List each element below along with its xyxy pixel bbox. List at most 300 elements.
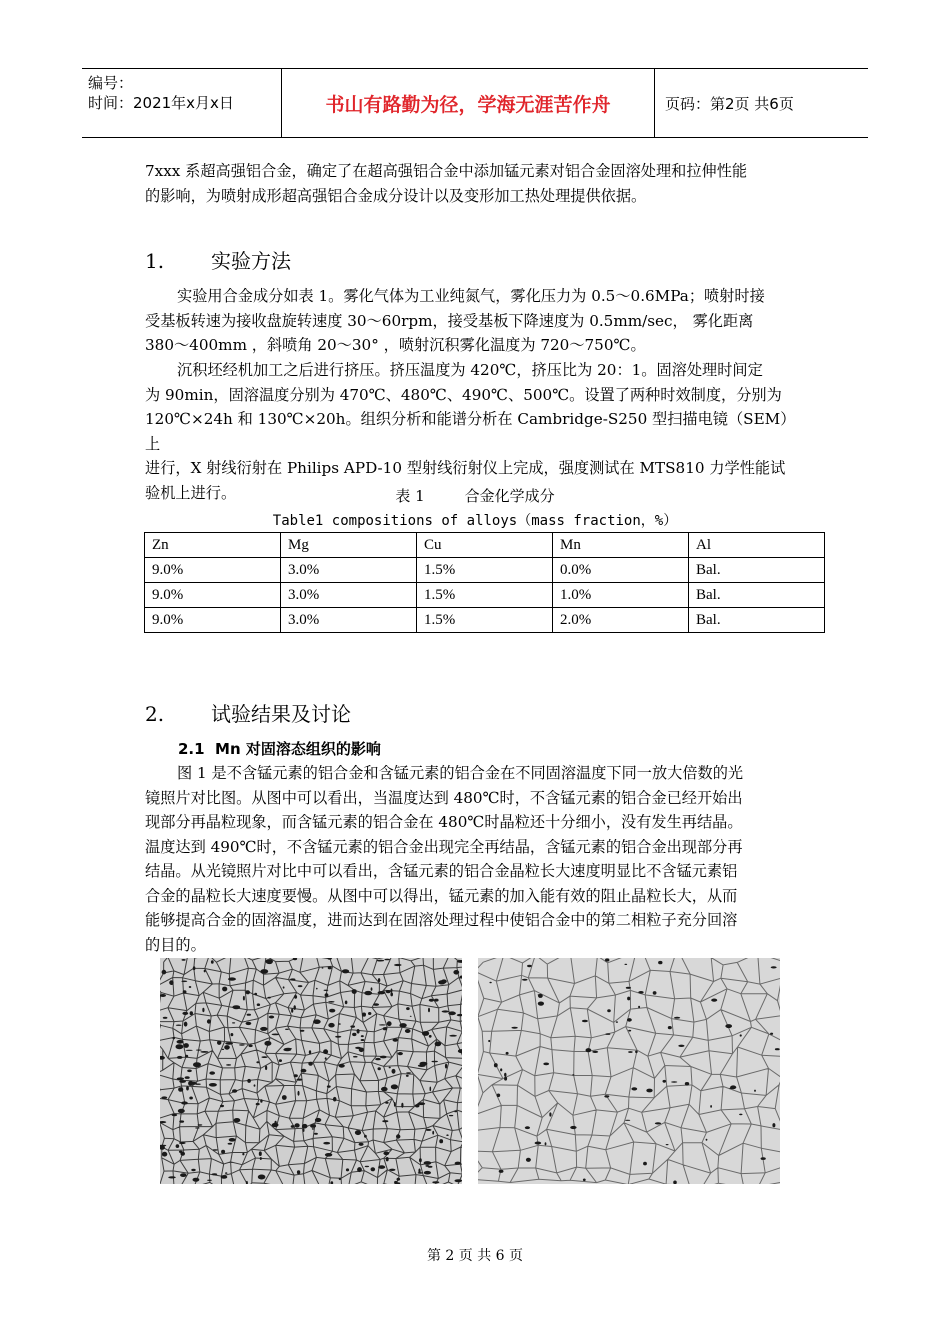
table-cell: 3.0% [281, 608, 417, 633]
section-number: 1. [145, 249, 165, 273]
dark-particle [309, 1050, 311, 1054]
dark-particle [772, 1123, 775, 1127]
dark-particle [185, 1076, 190, 1079]
text-line: 现部分再晶粒现象，而含锰元素的铝合金在 480℃时晶粒还十分细小，没有发生再结晶。 [145, 813, 743, 831]
dark-particle [180, 1173, 186, 1177]
dark-particle [258, 1175, 266, 1180]
dark-particle [390, 992, 393, 996]
dark-particle [183, 990, 187, 993]
dark-particle [256, 1103, 260, 1105]
dark-particle [234, 1118, 241, 1122]
dark-particle [525, 1126, 530, 1129]
dark-particle [406, 1072, 411, 1073]
dark-particle [328, 958, 332, 960]
dark-particle [315, 1118, 321, 1122]
dark-particle [221, 1150, 225, 1154]
dark-particle [511, 1027, 517, 1029]
dark-particle [396, 1134, 400, 1138]
section-1-heading [145, 245, 291, 274]
dark-particle [293, 958, 297, 960]
dark-particle [387, 1021, 392, 1026]
table-cell: 9.0% [145, 558, 281, 583]
dark-particle [310, 1124, 316, 1128]
dark-particle [646, 1089, 652, 1093]
page-footer: 第 2 页 共 6 页 [426, 1248, 524, 1264]
dark-particle [179, 1142, 186, 1144]
grain-boundaries [478, 958, 780, 1184]
dark-particle [187, 1070, 192, 1073]
dark-particle [655, 1122, 661, 1124]
dark-particle [257, 1003, 260, 1006]
dark-particle [435, 1042, 442, 1047]
dark-particle [185, 1055, 188, 1058]
dark-particle [177, 1077, 184, 1080]
dark-particle [729, 1088, 735, 1090]
dark-particle [228, 1143, 233, 1145]
dark-particle [225, 1172, 227, 1174]
header-motto: 书山有路勤为径，学海无涯苦作舟 [282, 69, 655, 137]
dark-particle [527, 965, 532, 967]
dark-particle [371, 987, 373, 990]
dark-particle [378, 978, 380, 982]
dark-particle [191, 1169, 195, 1171]
dark-particle [666, 1144, 669, 1145]
text-line: 验机上进行。 [145, 483, 237, 502]
dark-particle [381, 1087, 388, 1091]
table-cell: 1.5% [417, 583, 553, 608]
dark-particle [181, 981, 187, 983]
micrograph-without-mn [160, 958, 462, 1184]
section-title: 实验方法 [211, 249, 291, 273]
dark-particle [283, 986, 285, 988]
dark-particle [228, 977, 236, 980]
dark-particle [291, 1008, 293, 1012]
dark-particle [674, 1017, 680, 1019]
dark-particle [638, 1006, 640, 1008]
dark-particle [605, 958, 609, 961]
dark-particle [394, 1102, 396, 1107]
dark-particle [628, 1030, 631, 1032]
dark-particle [296, 1079, 302, 1081]
dark-particle [489, 982, 491, 984]
dark-particle [428, 1008, 430, 1013]
dark-particle [538, 1002, 544, 1006]
text-line: 进行，X 射线衍射在 Philips APD-10 型射线衍射仪上完成，强度测试在 MTS810 力学性能试 [145, 459, 786, 477]
table-cell: 2.0% [553, 608, 689, 633]
dark-particle [232, 1022, 235, 1023]
dark-particle [213, 1149, 218, 1150]
dark-particle [346, 1168, 349, 1171]
dark-particle [446, 1134, 448, 1136]
dark-particle [458, 1049, 462, 1053]
subsection-number: 2.1 [178, 740, 205, 758]
dark-particle [328, 1023, 334, 1028]
dark-particle [172, 1114, 178, 1116]
dark-particle [504, 1077, 507, 1081]
dark-particle [291, 1125, 295, 1128]
dark-particle [355, 1130, 361, 1135]
text-line: 受基板转速为接收盘旋转速度 30～60rpm，接受基板下降速度为 0.5mm/sec， 雾化距离 [145, 311, 754, 330]
intro-paragraph [145, 159, 810, 208]
dark-particle [494, 1063, 498, 1067]
table-cell: 0.0% [553, 558, 689, 583]
dark-particle [364, 991, 372, 995]
dark-particle [425, 1129, 431, 1131]
dark-particle [455, 1179, 463, 1182]
dark-particle [229, 1138, 236, 1142]
dark-particle [353, 1056, 358, 1058]
text-line: 结晶。从光镜照片对比中可以看出，含锰元素的铝合金晶粒长大速度明显比不含锰元素铝 [145, 862, 738, 880]
dark-particle [740, 1034, 742, 1036]
dark-particle [179, 1080, 186, 1083]
dark-particle [224, 1045, 230, 1050]
dark-particle [327, 1085, 331, 1087]
dark-particle [419, 1158, 422, 1162]
dark-particle [500, 1068, 502, 1071]
section-1-paragraph-1 [145, 284, 810, 358]
text-line: 7xxx 系超高强铝合金，确定了在超高强铝合金中添加锰元素对铝合金固溶处理和拉伸性能 [145, 162, 748, 180]
dark-particle [274, 1121, 276, 1126]
dark-particle [182, 959, 186, 961]
dark-particle [434, 999, 439, 1002]
dark-particle [338, 1023, 340, 1025]
dark-particle [405, 1029, 411, 1033]
dark-particle [260, 1099, 262, 1103]
dark-particle [406, 1007, 410, 1010]
micrograph-with-mn [478, 958, 780, 1184]
dark-particle [330, 1181, 333, 1184]
table-cell: Bal. [689, 608, 825, 633]
dark-particle [359, 1048, 364, 1053]
table-cell: Bal. [689, 583, 825, 608]
dark-particle [391, 1084, 398, 1089]
table-caption-en: Table1 compositions of alloys（mass fraction，%） [272, 513, 678, 529]
dark-particle [169, 980, 173, 985]
dark-particle [312, 1128, 314, 1130]
dark-particle [422, 1031, 429, 1036]
dark-particle [323, 1049, 328, 1054]
dark-particle [325, 1153, 332, 1157]
dark-particle [325, 993, 329, 997]
dark-particle [247, 1079, 251, 1083]
dark-particle [449, 1035, 457, 1037]
dark-particle [269, 1016, 274, 1019]
table-header-row [145, 533, 825, 558]
table-cell: 1.5% [417, 608, 553, 633]
dark-particle [668, 1026, 672, 1029]
dark-particle [375, 1058, 381, 1060]
dark-particle [178, 1109, 185, 1113]
dark-particle [325, 1057, 327, 1060]
dark-particle [176, 1144, 180, 1148]
micrograph-texture [478, 958, 780, 1184]
dark-particle [200, 1051, 208, 1053]
dark-particle [371, 1167, 376, 1171]
composition-table [144, 532, 825, 633]
dark-particle [243, 996, 245, 1001]
table-row [145, 608, 825, 633]
dark-particle [383, 1027, 387, 1030]
header-page-code: 页码：第2页 共6页 [665, 94, 794, 113]
dark-particle [706, 1139, 708, 1141]
dark-particle [324, 990, 329, 991]
dark-particle [161, 1096, 167, 1099]
doc-date-label: 时间：2021年x月x日 [88, 94, 234, 112]
dark-particle [378, 1067, 381, 1070]
table-cell: 1.0% [553, 583, 689, 608]
dark-particle [378, 1165, 385, 1169]
table-header-cell: Al [689, 533, 825, 558]
text-line: 的目的。 [145, 935, 206, 954]
dark-particle [361, 1039, 365, 1041]
dark-particle [352, 1033, 356, 1036]
text-line: 镜照片对比图。从图中可以看出，当温度达到 480℃时，不含锰元素的铝合金已经开始出 [145, 788, 743, 807]
dark-particle [625, 1120, 630, 1121]
dark-particle [195, 1127, 199, 1128]
dark-particle [624, 964, 627, 965]
dark-particle [429, 999, 434, 1002]
dark-particle [364, 1135, 367, 1138]
dark-particle [178, 1087, 183, 1092]
text-line: 380～400mm ，斜喷角 20～30° ，喷射沉积雾化温度为 720～750℃。 [145, 336, 646, 354]
dark-particle [179, 1120, 184, 1122]
dark-particle [678, 1045, 684, 1047]
dark-particle [430, 1087, 432, 1092]
section-2-paragraph [145, 761, 810, 957]
dark-particle [298, 1091, 300, 1096]
dark-particle [605, 1033, 610, 1035]
dark-particle [638, 991, 643, 994]
dark-particle [770, 1033, 773, 1035]
dark-particle [176, 1044, 184, 1049]
dark-particle [671, 1081, 677, 1082]
dark-particle [190, 1011, 193, 1015]
dark-particle [189, 1082, 197, 1085]
dark-particle [259, 1151, 262, 1156]
dark-particle [545, 1142, 547, 1145]
dark-particle [335, 1036, 341, 1038]
dark-particle [445, 1064, 447, 1069]
dark-particle [242, 1153, 244, 1156]
dark-particle [177, 1056, 183, 1059]
table-row [145, 583, 825, 608]
dark-particle [212, 1173, 217, 1175]
table-header-cell: Mn [553, 533, 689, 558]
dark-particle [685, 1082, 689, 1085]
dark-particle [217, 1041, 221, 1045]
dark-particle [380, 1056, 387, 1059]
dark-particle [616, 1021, 618, 1023]
dark-particle [586, 1048, 592, 1052]
micrograph-texture [160, 958, 462, 1184]
dark-particle [658, 961, 662, 964]
dark-particle [202, 1008, 204, 1012]
dark-particle [448, 1011, 456, 1015]
dark-particle [246, 1022, 252, 1025]
dark-particle [322, 967, 324, 968]
dark-particle [627, 1018, 632, 1022]
dark-particle [406, 1075, 409, 1077]
dark-particle [504, 1073, 506, 1077]
section-title: 试验结果及讨论 [211, 702, 351, 726]
dark-particle [220, 1105, 224, 1107]
dark-particle [184, 1022, 188, 1027]
dark-particle [207, 1019, 211, 1023]
header-meta [82, 69, 282, 137]
dark-particle [329, 1009, 335, 1013]
text-line: 温度达到 490℃时，不含锰元素的铝合金出现完全再结晶，含锰元素的铝合金出现部分再 [145, 837, 743, 856]
dark-particle [231, 1033, 234, 1036]
dark-particle [538, 994, 543, 998]
dark-particle [549, 1112, 551, 1116]
dark-particle [359, 1143, 364, 1146]
dark-particle [350, 1025, 355, 1027]
dark-particle [268, 997, 271, 999]
dark-particle [572, 1074, 574, 1075]
dark-particle [279, 1059, 282, 1062]
dark-particle [673, 1181, 677, 1185]
dark-particle [401, 1103, 403, 1108]
dark-particle [431, 1061, 438, 1063]
dark-particle [631, 1087, 637, 1090]
dark-particle [643, 1162, 647, 1166]
dark-particle [302, 1124, 308, 1129]
dark-particle [488, 1040, 490, 1042]
dark-particle [424, 1161, 432, 1165]
dark-particle [300, 1030, 305, 1032]
dark-particle [301, 1069, 307, 1073]
dark-particle [663, 1080, 667, 1083]
dark-particle [711, 999, 717, 1002]
dark-particle [775, 1048, 780, 1050]
text-line: 的影响，为喷射成形超高强铝合金成分设计以及变形加工热处理提供依据。 [145, 186, 647, 205]
dark-particle [272, 1034, 280, 1036]
table-cell: 3.0% [281, 558, 417, 583]
dark-particle [342, 969, 349, 973]
dark-particle [260, 1027, 267, 1031]
dark-particle [316, 988, 318, 990]
grain-boundaries [160, 958, 462, 1184]
dark-particle [264, 1041, 271, 1046]
dark-particle [308, 1062, 313, 1066]
dark-particle [198, 1124, 203, 1125]
dark-particle [389, 1169, 395, 1171]
dark-particle [221, 1175, 228, 1179]
text-line: 沉积坯经机加工之后进行挤压。挤压温度为 420℃，挤压比为 20：1。固溶处理时间定 [177, 361, 763, 379]
doc-number-label: 编号： [88, 74, 134, 92]
dark-particle [181, 1101, 188, 1104]
dark-particle [186, 1050, 193, 1051]
dark-particle [260, 1157, 262, 1160]
dark-particle [582, 1020, 588, 1023]
dark-particle [173, 1037, 175, 1040]
dark-particle [339, 1178, 341, 1180]
text-line: 图 1 是不含锰元素的铝合金和含锰元素的铝合金在不同固溶温度下同一放大倍数的光 [177, 764, 744, 782]
subsection-2-1-heading [178, 738, 381, 759]
table-caption-title: 合金化学成分 [464, 487, 555, 505]
dark-particle [265, 1066, 267, 1071]
dark-particle [177, 1040, 184, 1044]
dark-particle [653, 991, 657, 995]
dark-particle [526, 1158, 531, 1162]
dark-particle [196, 1050, 202, 1051]
dark-particle [439, 1139, 443, 1143]
dark-particle [382, 1120, 388, 1122]
dark-particle [261, 1056, 267, 1058]
dark-particle [725, 1024, 732, 1028]
dark-particle [418, 1064, 426, 1067]
dark-particle [345, 1001, 348, 1005]
dark-particle [771, 966, 777, 968]
dark-particle [449, 1115, 453, 1116]
dark-particle [362, 1013, 366, 1017]
text-line: 实验用合金成分如表 1。雾化气体为工业纯氮气，雾化压力为 0.5～0.6MPa；喷射时接 [177, 287, 765, 305]
text-line: 120℃×24h 和 130℃×20h。组织分析和能谱分析在 Cambridge-S250 型扫描电镜（SEM）上 [145, 410, 796, 453]
dark-particle [377, 960, 385, 962]
dark-particle [179, 1151, 183, 1153]
dark-particle [313, 1019, 321, 1024]
dark-particle [294, 1074, 298, 1077]
dark-particle [193, 1062, 201, 1067]
dark-particle [399, 1023, 406, 1027]
dark-particle [256, 1061, 259, 1063]
dark-particle [232, 1089, 237, 1093]
dark-particle [368, 1012, 371, 1015]
dark-particle [535, 1142, 542, 1145]
dark-particle [592, 1051, 598, 1053]
dark-particle [294, 995, 297, 999]
dark-particle [160, 1121, 166, 1123]
dark-particle [522, 979, 528, 981]
dark-particle [193, 1178, 200, 1182]
dark-particle [398, 1052, 403, 1055]
dark-particle [361, 1035, 364, 1037]
section-2-heading [145, 698, 351, 727]
dark-particle [226, 1064, 231, 1066]
dark-particle [499, 1170, 504, 1173]
dark-particle [378, 991, 386, 994]
dark-particle [635, 1051, 638, 1054]
table-cell: Bal. [689, 558, 825, 583]
dark-particle [392, 1069, 396, 1074]
dark-particle [290, 978, 295, 980]
subsection-title: Mn 对固溶态组织的影响 [215, 740, 381, 758]
table-header-cell: Cu [417, 533, 553, 558]
dark-particle [570, 1126, 576, 1129]
dark-particle [176, 1025, 182, 1026]
section-number: 2. [145, 702, 165, 726]
dark-particle [211, 960, 214, 964]
dark-particle [457, 1014, 462, 1016]
dark-particle [162, 1152, 167, 1157]
dark-particle [303, 1128, 305, 1132]
dark-particle [379, 1024, 386, 1025]
dark-particle [438, 980, 445, 984]
text-line: 合金的晶粒长大速度要慢。从图中可以得出，锰元素的加入能有效的阻止晶粒长大，从而 [145, 886, 738, 905]
dark-particle [415, 1104, 420, 1107]
text-line: 为 90min，固溶温度分别为 470℃、480℃、490℃、500℃。设置了两种时效制度，分别为 [145, 385, 782, 404]
dark-particle [339, 1064, 345, 1068]
dark-particle [583, 1179, 586, 1182]
dark-particle [432, 1181, 439, 1183]
table-caption-number: 表 1 [395, 487, 425, 505]
dark-particle [453, 970, 459, 975]
dark-particle [357, 1167, 362, 1172]
dark-particle [428, 1166, 433, 1168]
dark-particle [232, 1005, 240, 1009]
section-1-paragraph-2 [145, 358, 810, 505]
dark-particle [385, 1102, 388, 1104]
